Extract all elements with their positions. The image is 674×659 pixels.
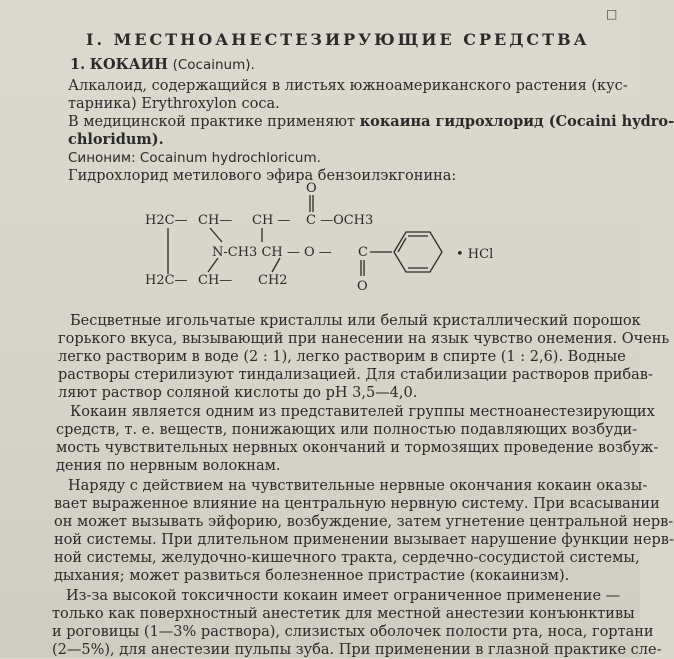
entry-name: КОКАИН [89,56,168,73]
formula-row2-n: N-CH3 CH — O — [212,245,332,260]
para1-line5: ляют раствор соляной кислоты до pH 3,5—4,0. [58,385,418,401]
para4-line3: и роговицы (1—3% раствора), слизистых оболочек полости рта, носа, гортани [52,624,654,640]
para3-line1: Наряду с действием на чувствительные нервные окончания кокаин оказы- [68,478,648,494]
para1-line3: легко растворим в воде (2 : 1), легко растворим в спирте (1 : 2,6). Водные [58,349,626,365]
entry-number: 1. [70,56,86,73]
formula-svg [140,178,520,300]
practice-plain: В медицинской практике применяют [68,114,356,130]
formula-bottom-oxygen: O [357,279,368,294]
formula-salt: • HCl [456,247,494,262]
para3-line6: дыхания; может развиться болезненное пристрастие (кокаинизм). [54,568,570,584]
para4-line2: только как поверхностный анестетик для местной анестезии конъюнктивы [52,606,635,622]
synonym-line: Синоним: Cocainum hydrochloricum. [68,150,321,166]
formula-mid-bond-2 [272,258,280,272]
practice-line [68,113,674,131]
formula-row3-c: CH2 [258,273,288,288]
formula-row3-a: H2C— [145,273,188,288]
intro-line-2: тарника) Erythroxylon coca. [68,96,280,112]
chemical-name: Гидрохлорид метилового эфира бензоилэкгонина: [68,168,457,184]
para4-line1: Из-за высокой токсичности кокаин имеет ограниченное применение — [66,588,621,604]
cocaine-structural-formula [140,178,520,300]
practice-bold: кокаина гидрохлорид (Cocaini hydro- [359,113,674,130]
para1-line2: горького вкуса, вызывающий при нанесении на язык чувство онемения. Очень [58,331,670,347]
formula-bridge-bond-1 [210,228,222,242]
para3-line2: вает выраженное влияние на центральную нервную систему. При всасывании [54,496,660,512]
formula-row2-c: C [358,245,368,260]
para2-line3: мость чувствительных нервных окончаний и тормозящих проведение возбуж- [56,440,659,456]
formula-row1-c: CH — [252,213,291,228]
formula-row1-d: C —OCH3 [306,213,374,228]
para3-line4: ной системы. При длительном применении вызывает нарушение функции нерв- [54,532,674,548]
para3-line3: он может вызывать эйфорию, возбуждение, затем угнетение центральной нерв- [54,514,674,530]
para2-line4: дения по нервным волокнам. [56,458,281,474]
page-corner-mark: □ [606,7,618,21]
formula-bridge-bond-2 [208,258,218,272]
formula-top-oxygen: O [306,181,317,196]
formula-row3-b: CH— [198,273,233,288]
formula-benzene-ring [394,232,442,272]
entry-latin: (Cocainum). [172,57,255,73]
para2-line2: средств, т. е. веществ, понижающих или полностью подавляющих возбуди- [56,422,638,438]
formula-row1-a: H2C— [145,213,188,228]
practice-line-2: chloridum). [68,131,164,148]
para2-line1: Кокаин является одним из представителей группы местноанестезирующих [70,404,655,420]
para3-line5: ной системы, желудочно-кишечного тракта, сердечно-сосудистой системы, [54,550,640,566]
formula-benzene-inner-3 [398,238,406,252]
para1-line4: растворы стерилизуют тиндализацией. Для стабилизации растворов прибав- [58,367,653,383]
intro-line-1: Алкалоид, содержащийся в листьях южноамериканского растения (кус- [68,78,628,94]
para4-line4: (2—5%), для анестезии пульпы зуба. При применении в глазной практике сле- [52,642,662,658]
para1-line1: Бесцветные игольчатые кристаллы или белый кристаллический порошок [70,313,641,329]
entry-title [70,56,255,74]
section-heading: I. МЕСТНОАНЕСТЕЗИРУЮЩИЕ СРЕДСТВА [86,30,590,49]
formula-row1-b: CH— [198,213,233,228]
